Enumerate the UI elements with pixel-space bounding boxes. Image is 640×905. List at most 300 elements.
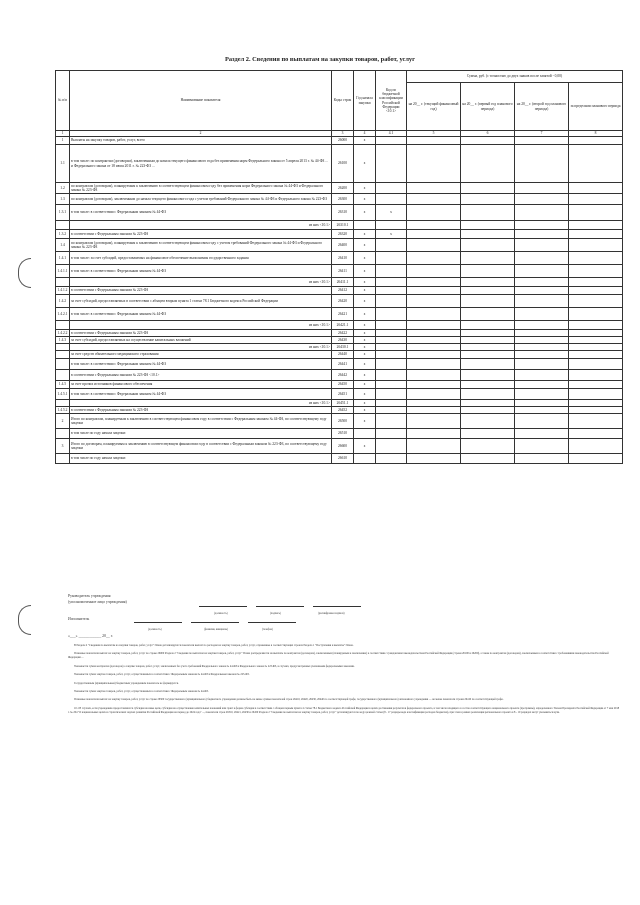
header-sum-group: Сумма, руб. (с точностью до двух знаков после запятой - 0,00) — [407, 71, 623, 83]
amount-cell[interactable] — [461, 330, 515, 337]
amount-cell[interactable] — [407, 381, 461, 389]
table-row — [56, 351, 623, 359]
amount-cell[interactable] — [461, 454, 515, 464]
amount-cell[interactable] — [569, 265, 623, 278]
amount-cell[interactable] — [515, 230, 569, 239]
amount-cell[interactable] — [407, 265, 461, 278]
row-year-start: x — [354, 337, 376, 344]
row-code: 26510 — [332, 429, 354, 439]
row-budget-code: x — [376, 205, 407, 221]
amount-cell[interactable] — [407, 330, 461, 337]
table-row — [56, 381, 623, 389]
row-name: из них <10.1> — [70, 321, 332, 330]
caption-name: (расшифровка подписи) — [318, 612, 345, 615]
row-code: 26430.1 — [332, 344, 354, 351]
amount-cell[interactable] — [515, 265, 569, 278]
amount-cell[interactable] — [569, 337, 623, 344]
amount-cell[interactable] — [569, 183, 623, 194]
amount-cell[interactable] — [515, 370, 569, 381]
amount-cell[interactable] — [569, 308, 623, 321]
amount-cell[interactable] — [569, 414, 623, 429]
column-number: 4 — [354, 131, 376, 137]
row-budget-code — [376, 252, 407, 265]
row-budget-code — [376, 407, 407, 414]
amount-cell[interactable] — [407, 337, 461, 344]
amount-cell[interactable] — [569, 287, 623, 295]
name-line[interactable] — [313, 606, 361, 607]
amount-cell[interactable] — [515, 414, 569, 429]
amount-cell[interactable] — [407, 308, 461, 321]
page-title: Раздел 2. Сведения по выплатам на закупки товаров, работ, услуг — [224, 56, 416, 63]
row-name: по контрактам (договорам), планируемым к заключению в соответствующем финансовом году с учетом требований Федерального закона № 44-ФЗ и Федерального закона № 223-ФЗ — [70, 239, 332, 252]
amount-cell[interactable] — [569, 330, 623, 337]
row-name: в соответствии с Федеральным законом № 223-ФЗ — [70, 230, 332, 239]
amount-cell[interactable] — [515, 337, 569, 344]
row-budget-code — [376, 439, 407, 454]
row-number: 1.3.2 — [56, 230, 70, 239]
row-budget-code — [376, 330, 407, 337]
amount-cell[interactable] — [515, 145, 569, 183]
row-year-start: x — [354, 344, 376, 351]
amount-cell[interactable] — [515, 221, 569, 230]
row-name: в том числе: за счет субсидий, предоставляемых на финансовое обеспечение выполнения государственного задания — [70, 252, 332, 265]
row-number: 1.4.2.2 — [56, 330, 70, 337]
amount-cell[interactable] — [407, 407, 461, 414]
table-row — [56, 414, 623, 429]
row-code: 26450 — [332, 381, 354, 389]
row-number: 3 — [56, 439, 70, 454]
amount-cell[interactable] — [407, 183, 461, 194]
amount-cell[interactable] — [461, 429, 515, 439]
row-number: 1.1 — [56, 145, 70, 183]
table-row — [56, 330, 623, 337]
row-budget-code — [376, 145, 407, 183]
amount-cell[interactable] — [569, 344, 623, 351]
amount-cell[interactable] — [569, 194, 623, 205]
row-name: в том числе: в соответствии с Федеральным законом № 44-ФЗ — [70, 205, 332, 221]
row-code: 26500 — [332, 414, 354, 429]
row-code: 26411 — [332, 265, 354, 278]
amount-cell[interactable] — [515, 359, 569, 370]
amount-cell[interactable] — [515, 183, 569, 194]
row-number: 2 — [56, 414, 70, 429]
amount-cell[interactable] — [569, 230, 623, 239]
table-row — [56, 265, 623, 278]
amount-cell[interactable] — [569, 239, 623, 252]
footnote: 10.1 В случаях, если учреждению предоставляются субсидии на иные цели, субсидии на осуществление капитальных вложений или грант в форме субсидии в соответствии с абзацем первым пункта 4 статьи 78.1 Бюджетного кодекса Российской Федерации в целях достижения результатов федерального проекта, в том числе входящего в состав соответствующего национального проекта (программы), определенного Указом Президента Российской Федерации от 7 мая 2018 г. № 204 "О национальных целях и стратегических задачах развития Российской Федерации на период до 2024 года" ..., показатели строк 26310, 26421, 26430 и 26450 Раздела 2 "Сведения по выплатам на закупку товаров, работ, услуг" детализируются по коду целевой статьи (8 - 17 разряды кода классификации расходов бюджетов), при этом в рамках реализации регионального проекта в 8 - 10 разрядах могут указываться нули. — [68, 706, 620, 714]
row-code: 26000 — [332, 137, 354, 145]
row-budget-code — [376, 287, 407, 295]
amount-cell[interactable] — [515, 295, 569, 308]
table-row — [56, 221, 623, 230]
amount-cell[interactable] — [407, 295, 461, 308]
row-year-start: x — [354, 230, 376, 239]
amount-cell[interactable] — [461, 414, 515, 429]
amount-cell[interactable] — [461, 337, 515, 344]
row-name: в том числе: в соответствии с Федеральным законом № 44-ФЗ — [70, 359, 332, 370]
row-code: 26610 — [332, 454, 354, 464]
row-name: в том числе: по контрактам (договорам), заключенным до начала текущего финансового года без применения норм Федерального закона от 5 апреля 2013 г. № 44-ФЗ ... и Федерального закона от 18 июля 2011 г. № 223-ФЗ ... — [70, 145, 332, 183]
row-code: 26412 — [332, 287, 354, 295]
executor-phone-line[interactable] — [248, 622, 296, 623]
amount-cell[interactable] — [515, 278, 569, 287]
row-year-start: x — [354, 308, 376, 321]
amount-cell[interactable] — [569, 137, 623, 145]
amount-cell[interactable] — [407, 344, 461, 351]
row-budget-code — [376, 359, 407, 370]
row-budget-code — [376, 295, 407, 308]
footnote: Государственным (муниципальным) бюджетным учреждением показатель не формируется. — [74, 681, 179, 685]
amount-cell[interactable] — [569, 205, 623, 221]
amount-cell[interactable] — [461, 407, 515, 414]
amount-cell[interactable] — [461, 265, 515, 278]
table-row — [56, 295, 623, 308]
table-row — [56, 400, 623, 407]
executor-position-line[interactable] — [134, 622, 182, 623]
row-name: в том числе: в соответствии с Федеральным законом № 44-ФЗ — [70, 389, 332, 400]
column-number: 1 — [56, 131, 70, 137]
row-budget-code — [376, 265, 407, 278]
amount-cell[interactable] — [407, 439, 461, 454]
binder-hole-top — [18, 258, 31, 288]
amount-cell[interactable] — [569, 321, 623, 330]
amount-cell[interactable] — [461, 359, 515, 370]
row-number: 1.4.3 — [56, 337, 70, 344]
row-code: 26421 — [332, 308, 354, 321]
amount-cell[interactable] — [407, 145, 461, 183]
amount-cell[interactable] — [515, 381, 569, 389]
footnote: Плановые показатели выплат на закупку товаров, работ, услуг по строке 26500 государственного (муниципального) бюджетного учреждения должны быть не менее суммы показателей строк 26410, 26420, 26430, 26440 по соответствующей графе, государственного (муниципального) автономного учреждения — не менее показателя строки 26410 по соответствующей графе. — [74, 698, 504, 702]
row-name: Итого по контрактам, планируемым к заключению в соответствующем финансовом году в соответствии с Федеральным законом № 44-ФЗ, по соответствующему году закупки — [70, 414, 332, 429]
row-code: 26411.1 — [332, 278, 354, 287]
amount-cell[interactable] — [569, 389, 623, 400]
row-name: за счет субсидий, предоставляемых на осуществление капитальных вложений — [70, 337, 332, 344]
row-number: 1.4.5 — [56, 381, 70, 389]
header-budget-code: Код по бюджетной классификации Российской Федерации <10.1> — [376, 71, 407, 131]
row-number — [56, 370, 70, 381]
amount-cell[interactable] — [461, 389, 515, 400]
table-row — [56, 407, 623, 414]
amount-cell[interactable] — [407, 287, 461, 295]
table-row — [56, 239, 623, 252]
amount-cell[interactable] — [461, 308, 515, 321]
row-name: из них <10.1> — [70, 344, 332, 351]
table-row — [56, 344, 623, 351]
amount-cell[interactable] — [407, 370, 461, 381]
row-year-start: x — [354, 351, 376, 359]
row-name: по контрактам (договорам), заключенным до начала текущего финансового года с учетом требований Федерального закона № 44-ФЗ и Федерального закона № 223-ФЗ — [70, 194, 332, 205]
header-row-no: № п/п — [56, 71, 70, 131]
amount-cell[interactable] — [407, 239, 461, 252]
amount-cell[interactable] — [407, 429, 461, 439]
row-number: 1.4.2.1 — [56, 308, 70, 321]
amount-cell[interactable] — [461, 239, 515, 252]
table-row — [56, 230, 623, 239]
amount-cell[interactable] — [407, 221, 461, 230]
row-number — [56, 221, 70, 230]
row-code: 26600 — [332, 439, 354, 454]
row-number: 1.2 — [56, 183, 70, 194]
footnote: Указывается сумма закупок товаров, работ, услуг, осуществляемых в соответствии с Федеральным законом № 44-ФЗ. — [74, 689, 209, 693]
table-row — [56, 205, 623, 221]
amount-cell[interactable] — [515, 205, 569, 221]
footnote: В Разделе 2 "Сведения по выплатам на закупки товаров, работ, услуг" Плана детализируются показатели выплат по расходам на закупку товаров, работ, услуг, отраженные в соответствующих строках Раздела 1 "Поступления и выплаты" Плана. — [74, 644, 354, 647]
footnotes — [68, 644, 620, 719]
column-number: 2 — [70, 131, 332, 137]
table-row — [56, 359, 623, 370]
amount-cell[interactable] — [461, 137, 515, 145]
row-number — [56, 344, 70, 351]
amount-cell[interactable] — [461, 145, 515, 183]
row-number: 1.4.2 — [56, 295, 70, 308]
row-code: 26452 — [332, 407, 354, 414]
amount-cell[interactable] — [515, 287, 569, 295]
row-year-start — [354, 429, 376, 439]
row-number — [56, 278, 70, 287]
amount-cell[interactable] — [461, 351, 515, 359]
row-budget-code — [376, 221, 407, 230]
row-number — [56, 454, 70, 464]
amount-cell[interactable] — [569, 278, 623, 287]
amount-cell[interactable] — [407, 252, 461, 265]
amount-cell[interactable] — [407, 389, 461, 400]
row-year-start: x — [354, 381, 376, 389]
row-budget-code — [376, 381, 407, 389]
row-year-start: x — [354, 295, 376, 308]
table-row — [56, 194, 623, 205]
row-name: в соответствии с Федеральным законом № 223-ФЗ <10.1> — [70, 370, 332, 381]
amount-cell[interactable] — [515, 400, 569, 407]
header-year-start: Год начала закупки — [354, 71, 376, 131]
amount-cell[interactable] — [515, 321, 569, 330]
amount-cell[interactable] — [407, 414, 461, 429]
row-code: 26100 — [332, 145, 354, 183]
row-number: 1.3.1 — [56, 205, 70, 221]
amount-cell[interactable] — [569, 381, 623, 389]
table-row — [56, 252, 623, 265]
row-code: 26320 — [332, 230, 354, 239]
row-budget-code — [376, 351, 407, 359]
date-field: «___» ____________ 20__ г. — [68, 634, 113, 638]
row-name: из них <10.1> — [70, 221, 332, 230]
amount-cell[interactable] — [515, 407, 569, 414]
amount-cell[interactable] — [569, 439, 623, 454]
amount-cell[interactable] — [407, 205, 461, 221]
amount-cell[interactable] — [569, 221, 623, 230]
amount-cell[interactable] — [407, 359, 461, 370]
caption-phone: (телефон) — [262, 628, 273, 631]
amount-cell[interactable] — [569, 407, 623, 414]
amount-cell[interactable] — [569, 359, 623, 370]
amount-cell[interactable] — [461, 183, 515, 194]
row-budget-code — [376, 321, 407, 330]
row-budget-code — [376, 370, 407, 381]
amount-cell[interactable] — [407, 230, 461, 239]
amount-cell[interactable] — [515, 308, 569, 321]
row-number — [56, 400, 70, 407]
executor-lines — [130, 620, 300, 624]
amount-cell[interactable] — [461, 194, 515, 205]
amount-cell[interactable] — [461, 230, 515, 239]
amount-cell[interactable] — [569, 351, 623, 359]
amount-cell[interactable] — [569, 370, 623, 381]
column-number: 8 — [569, 131, 623, 137]
amount-cell[interactable] — [461, 205, 515, 221]
row-number — [56, 429, 70, 439]
position-line[interactable] — [199, 606, 247, 607]
row-year-start: x — [354, 439, 376, 454]
row-name: Итого по договорам, планируемым к заключению в соответствующем финансовом году в соответствии с Федеральным законом № 223-ФЗ, по соответствующему году закупки — [70, 439, 332, 454]
caption-position2: (должность) — [148, 628, 162, 631]
table-row — [56, 439, 623, 454]
amount-cell[interactable] — [515, 454, 569, 464]
row-year-start: x — [354, 359, 376, 370]
row-year-start: x — [354, 239, 376, 252]
row-name: в том числе по году начала закупки: — [70, 454, 332, 464]
table-row — [56, 321, 623, 330]
amount-cell[interactable] — [569, 145, 623, 183]
amount-cell[interactable] — [515, 344, 569, 351]
row-budget-code — [376, 239, 407, 252]
caption-position: (должность) — [214, 612, 228, 615]
row-budget-code: x — [376, 230, 407, 239]
amount-cell[interactable] — [515, 389, 569, 400]
table-row — [56, 137, 623, 145]
amount-cell[interactable] — [407, 351, 461, 359]
row-code: 26310.1 — [332, 221, 354, 230]
amount-cell[interactable] — [461, 295, 515, 308]
row-code: 26442 — [332, 370, 354, 381]
amount-cell[interactable] — [407, 454, 461, 464]
table-row — [56, 287, 623, 295]
row-number: 1.4.5.2 — [56, 407, 70, 414]
amount-cell[interactable] — [569, 252, 623, 265]
table-row — [56, 370, 623, 381]
amount-cell[interactable] — [569, 454, 623, 464]
row-code: 26422 — [332, 330, 354, 337]
row-code: 26400 — [332, 239, 354, 252]
amount-cell[interactable] — [515, 239, 569, 252]
amount-cell[interactable] — [407, 278, 461, 287]
row-year-start: x — [354, 400, 376, 407]
amount-cell[interactable] — [515, 194, 569, 205]
amount-cell[interactable] — [515, 330, 569, 337]
row-number: 1.4.1.1 — [56, 265, 70, 278]
amount-cell[interactable] — [569, 429, 623, 439]
amount-cell[interactable] — [407, 321, 461, 330]
row-budget-code — [376, 194, 407, 205]
row-year-start: x — [354, 265, 376, 278]
caption-fio: (фамилия, инициалы) — [204, 628, 228, 631]
row-year-start: x — [354, 145, 376, 183]
row-name: за счет прочих источников финансового обеспечения — [70, 381, 332, 389]
row-budget-code — [376, 414, 407, 429]
row-code: 26430 — [332, 337, 354, 344]
footnote: Указывается сумма контрактов (договоров) о закупке товаров, работ, услуг, заключенных без учета требований Федерального закона № 44-ФЗ и Федерального закона № 223-ФЗ, в случаях, предусмотренных указанными федеральными законами. — [74, 664, 355, 668]
header-beyond: за пределами планового периода — [569, 83, 623, 131]
row-year-start: x — [354, 330, 376, 337]
amount-cell[interactable] — [407, 137, 461, 145]
header-year3: на 20__ г. (второй год планового периода) — [515, 83, 569, 131]
row-year-start — [354, 221, 376, 230]
amount-cell[interactable] — [515, 351, 569, 359]
row-name: за счет средств обязательного медицинского страхования — [70, 351, 332, 359]
row-year-start: x — [354, 183, 376, 194]
amount-cell[interactable] — [461, 381, 515, 389]
row-year-start: x — [354, 278, 376, 287]
row-code: 26410 — [332, 252, 354, 265]
row-number — [56, 321, 70, 330]
row-year-start: x — [354, 252, 376, 265]
binder-hole-bottom — [18, 605, 31, 635]
row-number — [56, 351, 70, 359]
row-code: 26451 — [332, 389, 354, 400]
header-name: Наименование показателя — [70, 71, 332, 131]
caption-signature: (подпись) — [270, 612, 281, 615]
row-budget-code — [376, 389, 407, 400]
amount-cell[interactable] — [461, 321, 515, 330]
amount-cell[interactable] — [515, 439, 569, 454]
row-year-start — [354, 454, 376, 464]
table-row — [56, 278, 623, 287]
row-budget-code — [376, 454, 407, 464]
row-name: за счет субсидий, предоставляемых в соответствии с абзацем вторым пункта 1 статьи 78.1 Бюджетного кодекса Российской Федерации — [70, 295, 332, 308]
head-lines — [195, 604, 365, 608]
amount-cell[interactable] — [515, 137, 569, 145]
amount-cell[interactable] — [569, 400, 623, 407]
header-row-code: Коды строк — [332, 71, 354, 131]
row-code: 26420 — [332, 295, 354, 308]
head-label: Руководитель учреждения — [68, 594, 111, 598]
amount-cell[interactable] — [461, 287, 515, 295]
footnote: Указывается сумма закупок товаров, работ, услуг, осуществляемых в соответствии с Федеральным законом № 44-ФЗ и Федеральным законом № 223-ФЗ. — [74, 673, 250, 677]
amount-cell[interactable] — [461, 252, 515, 265]
row-name: по контрактам (договорам), планируемым к заключению в соответствующем финансовом году без применения норм Федерального закона № 44-ФЗ и Федерального закона № 223-ФЗ — [70, 183, 332, 194]
row-budget-code — [376, 337, 407, 344]
row-year-start: x — [354, 414, 376, 429]
amount-cell[interactable] — [407, 400, 461, 407]
row-year-start: x — [354, 137, 376, 145]
amount-cell[interactable] — [461, 370, 515, 381]
amount-cell[interactable] — [515, 252, 569, 265]
row-name: в том числе: в соответствии с Федеральным законом № 44-ФЗ — [70, 308, 332, 321]
row-name: в том числе по году начала закупки: — [70, 429, 332, 439]
row-code: 26440 — [332, 351, 354, 359]
table-row — [56, 429, 623, 439]
executor-fio-line[interactable] — [191, 622, 239, 623]
column-number: 5 — [407, 131, 461, 137]
row-budget-code — [376, 278, 407, 287]
amount-cell[interactable] — [461, 278, 515, 287]
amount-cell[interactable] — [461, 344, 515, 351]
row-budget-code — [376, 429, 407, 439]
row-code: 26300 — [332, 194, 354, 205]
amount-cell[interactable] — [461, 439, 515, 454]
amount-cell[interactable] — [461, 400, 515, 407]
row-year-start: x — [354, 370, 376, 381]
amount-cell[interactable] — [407, 194, 461, 205]
table-body — [56, 137, 623, 464]
signature-line[interactable] — [256, 606, 304, 607]
row-budget-code — [376, 308, 407, 321]
amount-cell[interactable] — [569, 295, 623, 308]
row-budget-code — [376, 400, 407, 407]
amount-cell[interactable] — [515, 429, 569, 439]
row-name: в том числе: в соответствии с Федеральным законом № 44-ФЗ — [70, 265, 332, 278]
amount-cell[interactable] — [461, 221, 515, 230]
row-year-start: x — [354, 389, 376, 400]
row-code: 26421.1 — [332, 321, 354, 330]
